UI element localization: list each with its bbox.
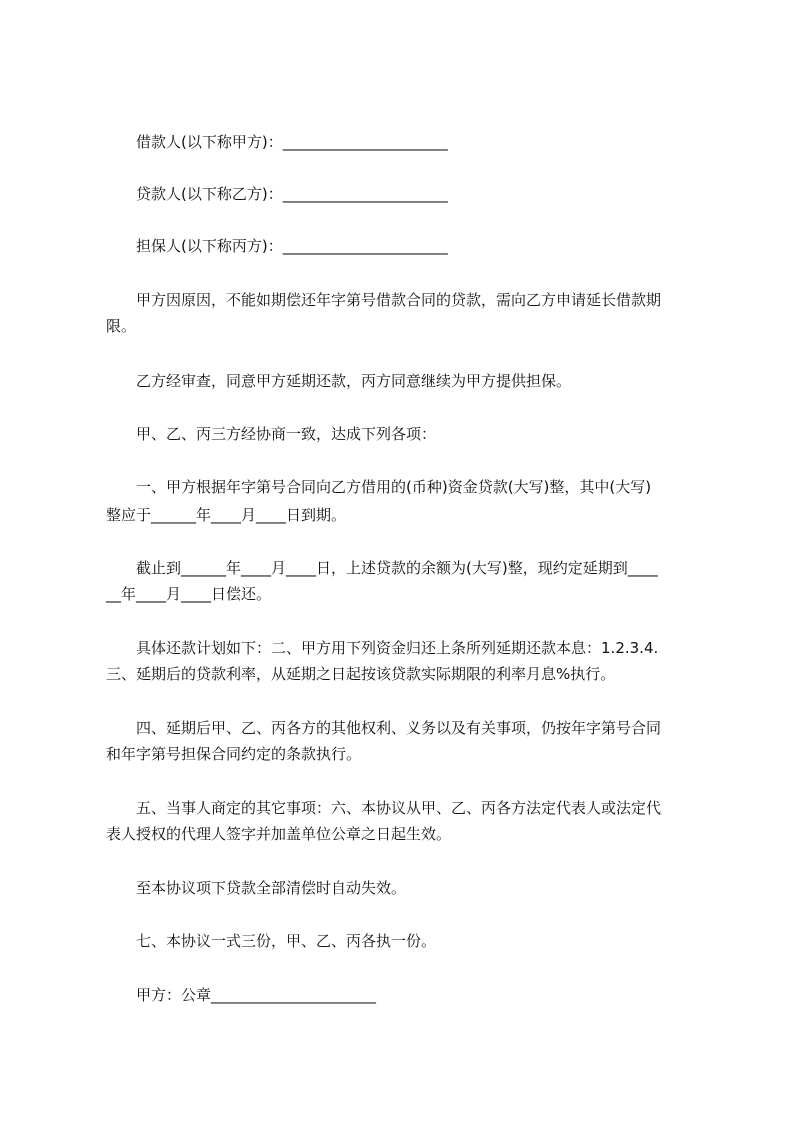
paragraph-5: 至本协议项下贷款全部清偿时自动失效。 bbox=[136, 879, 407, 897]
clause-1-line-2: 整应于______年____月____日到期。 bbox=[106, 506, 347, 524]
paragraph-1-line-2: 限。 bbox=[106, 317, 137, 335]
clause-5-line-2: 表人授权的代理人签字并加盖单位公章之日起生效。 bbox=[106, 825, 452, 843]
paragraph-4-line-2: __年____月____日偿还。 bbox=[106, 585, 272, 603]
paragraph-1-line-1: 甲方因原因，不能如期偿还年字第号借款合同的贷款，需向乙方申请延长借款期 bbox=[136, 291, 662, 309]
clause-2-line-1: 具体还款计划如下：二、甲方用下列资金归还上条所列延期还款本息：1.2.3.4. bbox=[136, 639, 659, 657]
clause-7: 七、本协议一式三份，甲、乙、丙各执一份。 bbox=[136, 932, 437, 950]
clause-4-line-1: 四、延期后甲、乙、丙各方的其他权利、义务以及有关事项，仍按年字第号合同 bbox=[136, 719, 662, 737]
party-a-line: 借款人(以下称甲方)：______________________ bbox=[136, 133, 448, 151]
party-b-line: 贷款人(以下称乙方)：______________________ bbox=[136, 185, 448, 203]
clause-3-line: 三、延期后的贷款利率，从延期之日起按该贷款实际期限的利率月息%执行。 bbox=[106, 665, 616, 683]
paragraph-3: 甲、乙、丙三方经协商一致，达成下列各项： bbox=[136, 425, 437, 443]
party-a-seal-line: 甲方：公章______________________ bbox=[136, 986, 377, 1004]
clause-4-line-2: 和年字第号担保合同约定的条款执行。 bbox=[106, 745, 362, 763]
paragraph-4-line-1: 截止到______年____月____日，上述贷款的余额为(大写)整，现约定延期到____ bbox=[136, 559, 658, 577]
clause-1-line-1: 一、甲方根据年字第号合同向乙方借用的(币种)资金贷款(大写)整，其中(大写) bbox=[136, 478, 652, 496]
paragraph-2: 乙方经审查，同意甲方延期还款，丙方同意继续为甲方提供担保。 bbox=[136, 372, 572, 390]
party-c-line: 担保人(以下称丙方)：______________________ bbox=[136, 237, 448, 255]
clause-5-line-1: 五、当事人商定的其它事项：六、本协议从甲、乙、丙各方法定代表人或法定代 bbox=[136, 799, 662, 817]
